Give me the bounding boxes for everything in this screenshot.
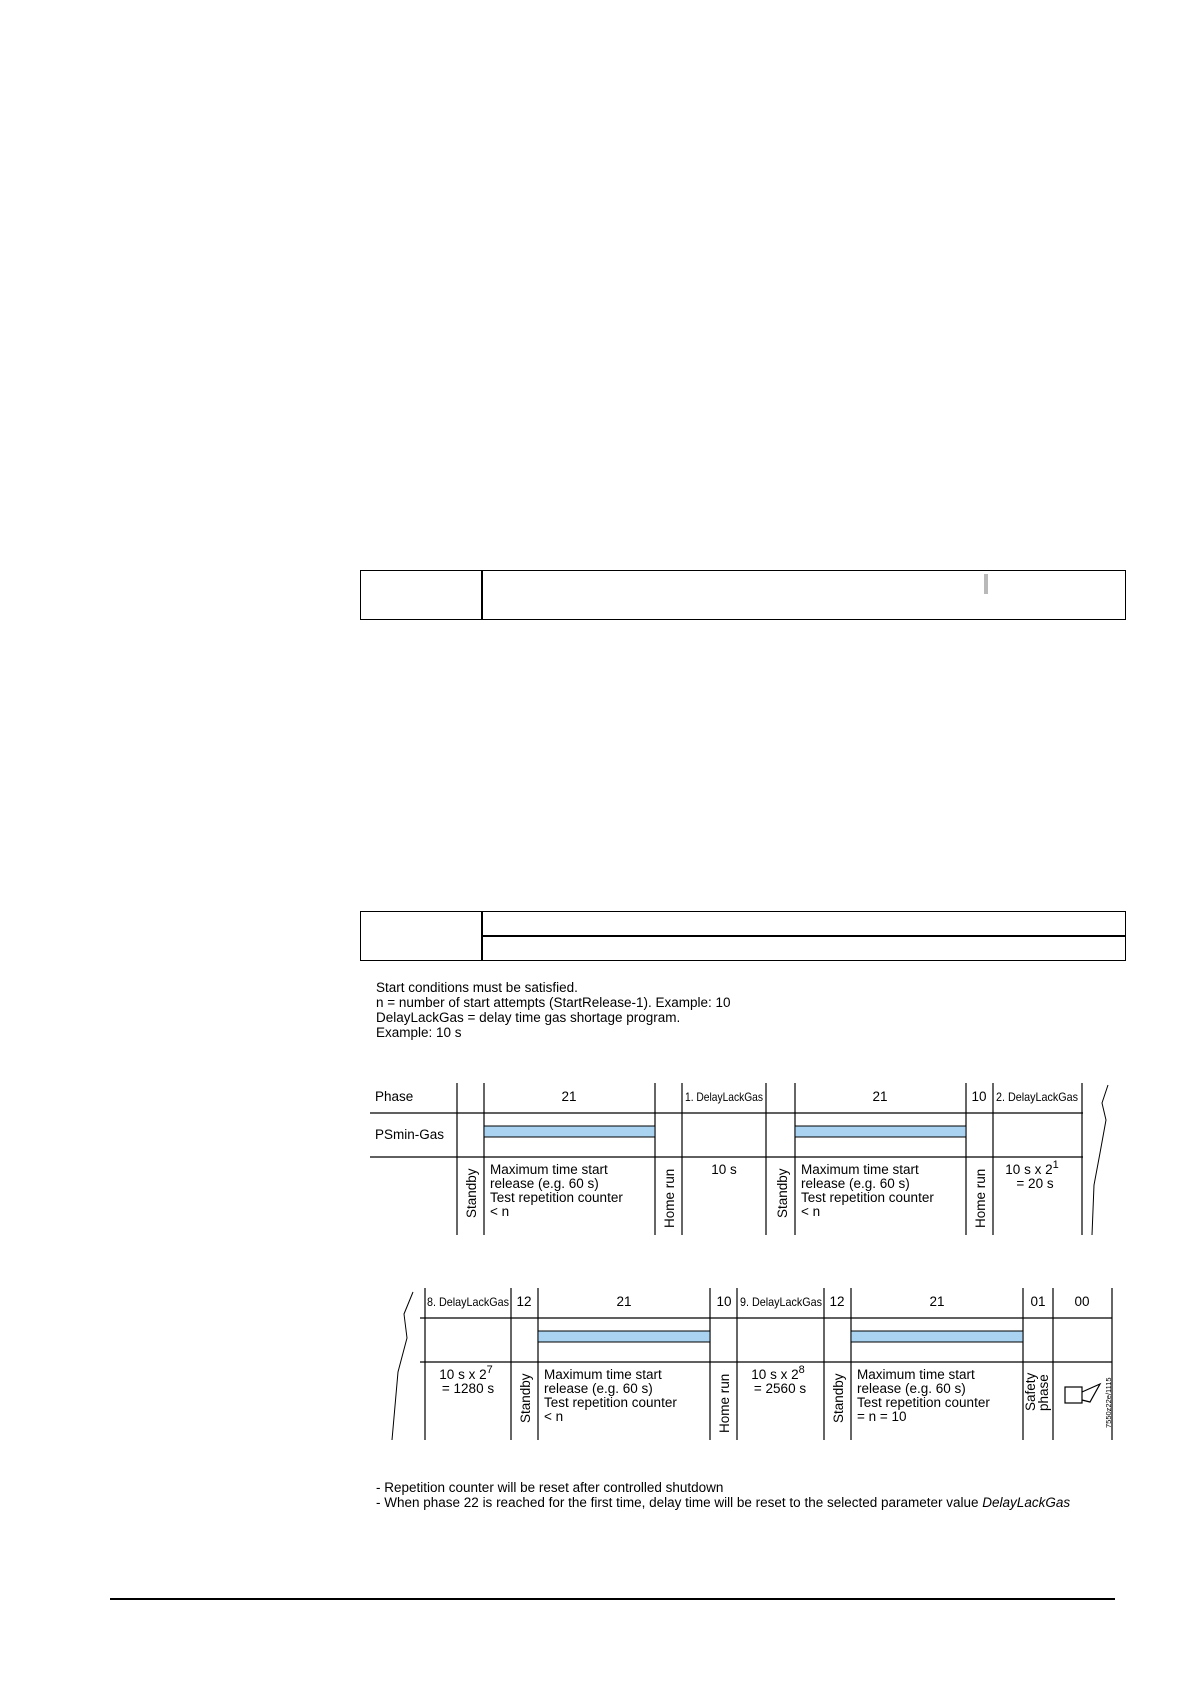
psmin-gas-bar xyxy=(851,1331,1023,1342)
table-top-divider xyxy=(481,570,483,620)
row-label-psmin-gas: PSmin-Gas xyxy=(375,1127,445,1142)
phase-label: 2. DelayLackGas xyxy=(996,1090,1078,1104)
delay-formula-base: 10 s x 2 xyxy=(1005,1162,1053,1177)
max-time-text: Test repetition counter xyxy=(544,1395,677,1410)
note-line: DelayLackGas = delay time gas shortage program. xyxy=(376,1010,681,1025)
max-time-text: release (e.g. 60 s) xyxy=(490,1176,599,1191)
max-time-text: = n = 10 xyxy=(857,1409,907,1424)
table-bottom-row-divider xyxy=(481,935,1126,937)
start-conditions-notes xyxy=(376,980,731,1040)
phase-label: 9. DelayLackGas xyxy=(740,1295,822,1309)
standby-label: Standby xyxy=(464,1168,479,1218)
max-time-text: Test repetition counter xyxy=(801,1190,934,1205)
psmin-gas-bar xyxy=(795,1126,966,1137)
delay-formula xyxy=(439,1364,492,1382)
phase-label: 1. DelayLackGas xyxy=(685,1090,763,1104)
max-time-text: Maximum time start xyxy=(544,1367,662,1382)
alarm-horn-icon xyxy=(1065,1384,1100,1403)
home-run-label: Home run xyxy=(662,1168,677,1228)
delay-formula-base: 10 s x 2 xyxy=(751,1367,799,1382)
footnote-text: - When phase 22 is reached for the first time, delay time will be reset to the selected parameter value xyxy=(376,1495,983,1510)
change-bar-mark xyxy=(984,574,988,594)
row-label-phase: Phase xyxy=(375,1089,414,1104)
max-time-text: release (e.g. 60 s) xyxy=(857,1381,966,1396)
safety-phase-label: Safety xyxy=(1023,1372,1038,1411)
phase-label: 21 xyxy=(929,1294,945,1309)
max-time-text: < n xyxy=(490,1204,510,1219)
psmin-gas-bar xyxy=(484,1126,655,1137)
note-line: Example: 10 s xyxy=(376,1025,462,1040)
phase-label: 00 xyxy=(1074,1294,1090,1309)
max-time-text: Test repetition counter xyxy=(490,1190,623,1205)
delay-formula xyxy=(751,1364,804,1382)
home-run-label: Home run xyxy=(973,1168,988,1228)
home-run-label: Home run xyxy=(717,1373,732,1433)
max-time-text: < n xyxy=(544,1409,564,1424)
phase-label: 10 xyxy=(971,1089,987,1104)
delay-formula-exponent: 1 xyxy=(1052,1159,1059,1171)
phase-label: 12 xyxy=(516,1294,532,1309)
footnote-line xyxy=(376,1495,1070,1510)
max-time-text: release (e.g. 60 s) xyxy=(544,1381,653,1396)
standby-label: Standby xyxy=(831,1373,846,1423)
max-time-text: Maximum time start xyxy=(801,1162,919,1177)
footnote-parameter: DelayLackGas xyxy=(982,1495,1071,1510)
max-time-text: < n xyxy=(801,1204,821,1219)
delay-formula-base: 10 s x 2 xyxy=(439,1367,487,1382)
safety-phase-label: phase xyxy=(1036,1374,1051,1411)
note-line: Start conditions must be satisfied. xyxy=(376,980,578,995)
footnotes xyxy=(376,1480,1070,1510)
psmin-gas-bar xyxy=(538,1331,710,1342)
max-time-text: Test repetition counter xyxy=(857,1395,990,1410)
phase-label: 01 xyxy=(1030,1294,1046,1309)
phase-label: 21 xyxy=(616,1294,632,1309)
empty-table-top xyxy=(360,570,1126,620)
footnote-line: - Repetition counter will be reset after controlled shutdown xyxy=(376,1480,724,1495)
timing-diagram-1 xyxy=(370,1075,1120,1240)
max-time-text: release (e.g. 60 s) xyxy=(801,1176,910,1191)
phase-label: 8. DelayLackGas xyxy=(427,1295,509,1309)
phase-label: 21 xyxy=(561,1089,577,1104)
phase-label: 12 xyxy=(829,1294,845,1309)
delay-result: = 2560 s xyxy=(753,1381,807,1396)
footer-rule xyxy=(110,1598,1115,1600)
standby-label: Standby xyxy=(518,1373,533,1423)
figure-code: 7550z22e/1115 xyxy=(1104,1377,1113,1428)
delay-formula-exponent: 8 xyxy=(798,1364,805,1376)
phase-label: 21 xyxy=(872,1089,888,1104)
delay-result: = 20 s xyxy=(1016,1176,1054,1191)
delay-value: 10 s xyxy=(711,1162,737,1177)
timing-diagram-2 xyxy=(390,1280,1120,1445)
standby-label: Standby xyxy=(775,1168,790,1218)
delay-result: = 1280 s xyxy=(441,1381,495,1396)
max-time-text: Maximum time start xyxy=(857,1367,975,1382)
delay-formula-exponent: 7 xyxy=(486,1364,493,1376)
phase-label: 10 xyxy=(716,1294,732,1309)
max-time-text: Maximum time start xyxy=(490,1162,608,1177)
note-line: n = number of start attempts (StartRelease-1). Example: 10 xyxy=(376,995,731,1010)
delay-formula xyxy=(1005,1159,1058,1177)
